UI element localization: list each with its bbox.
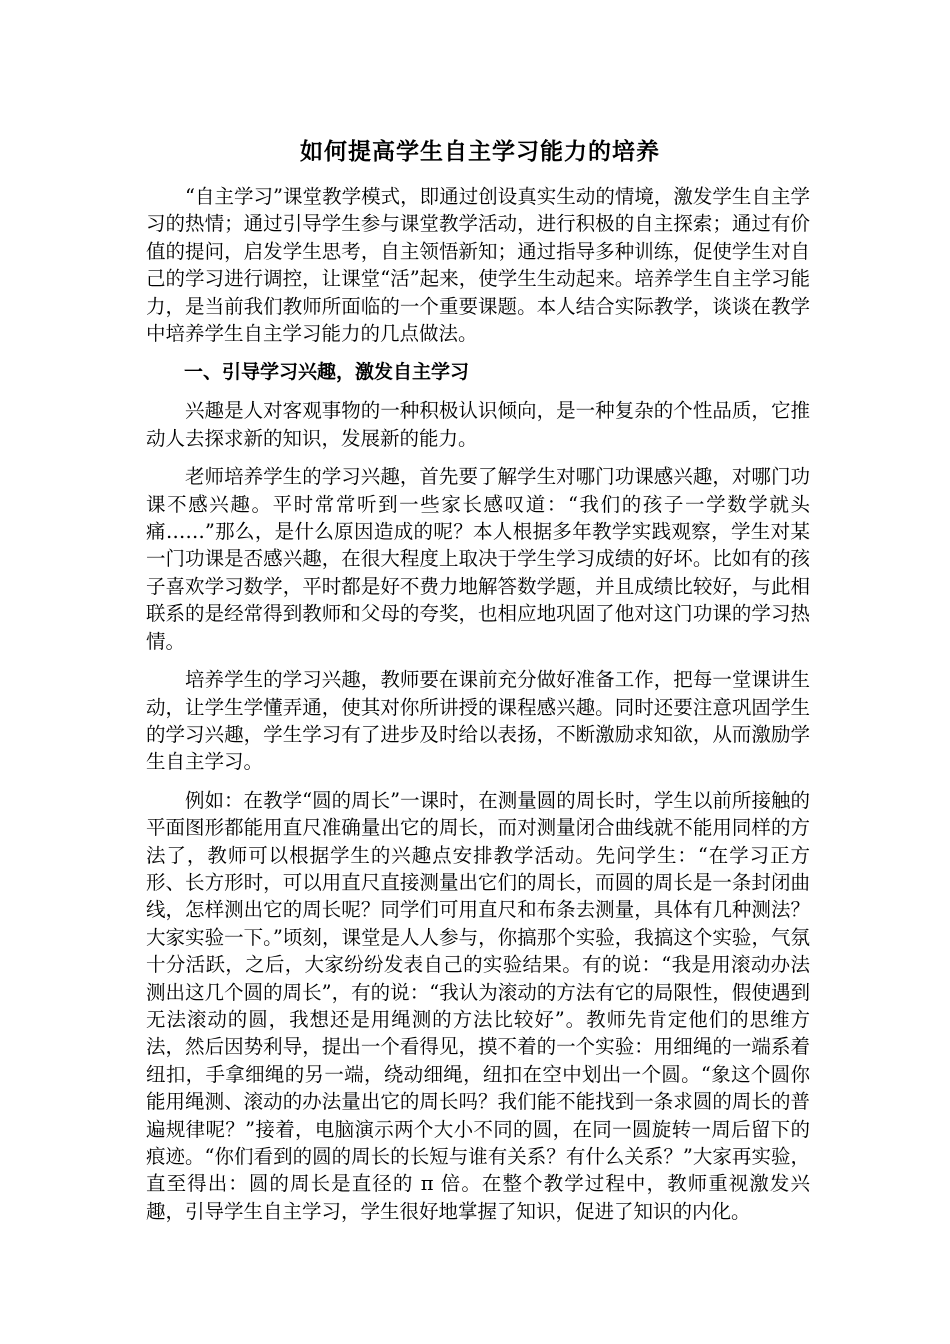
body-paragraph-1: 兴趣是人对客观事物的一种积极认识倾向，是一种复杂的个性品质，它推动人去探求新的知识，发展新的能力。: [146, 399, 810, 450]
document-page: [146, 132, 810, 1236]
body-paragraph-2: 老师培养学生的学习兴趣，首先要了解学生对哪门功课感兴趣，对哪门功课不感兴趣。平时常常听到一些家长感叹道：“我们的孩子一学数学就头痛……”那么，是什么原因造成的呢？本人根据多年教学实践观察，学生对某一门功课是否感兴趣，在很大程度上取决于学生学习成绩的好坏。比如有的孩子喜欢学习数学，平时都是好不费力地解答数学题，并且成绩比较好，与此相联系的是经常得到教师和父母的夸奖，也相应地巩固了他对这门功课的学习热情。: [146, 465, 810, 653]
intro-paragraph: “自主学习”课堂教学模式，即通过创设真实生动的情境，激发学生自主学习的热情；通过引导学生参与课堂教学活动，进行积极的自主探索；通过有价值的提问，启发学生思考，自主领悟新知；通过指导多种训练，促使学生对自己的学习进行调控，让课堂“活”起来，使学生生动起来。培养学生自主学习能力，是当前我们教师所面临的一个重要课题。本人结合实际教学，谈谈在教学中培养学生自主学习能力的几点做法。: [146, 185, 810, 346]
body-paragraph-3: 培养学生的学习兴趣，教师要在课前充分做好准备工作，把每一堂课讲生动，让学生学懂弄通，使其对你所讲授的课程感兴趣。同时还要注意巩固学生的学习兴趣，学生学习有了进步及时给以表扬，不断激励求知欲，从而激励学生自主学习。: [146, 668, 810, 774]
section-heading: 一、引导学习兴趣，激发自主学习: [184, 361, 470, 384]
body-paragraph-4: 例如：在教学“圆的周长”一课时，在测量圆的周长时，学生以前所接触的平面图形都能用直尺准确量出它的周长，而对测量闭合曲线就不能用同样的方法了，教师可以根据学生的兴趣点安排教学活动。先问学生：“在学习正方形、长方形时，可以用直尺直接测量出它们的周长，而圆的周长是一条封闭曲线，怎样测出它的周长呢？同学们可用直尺和布条去测量，具体有几种测法？大家实验一下。”顷刻，课堂是人人参与，你搞那个实验，我搞这个实验，气氛十分活跃，之后，大家纷纷发表自己的实验结果。有的说：“我是用滚动办法测出这几个圆的周长”，有的说：“我认为滚动的方法有它的局限性，假使遇到无法滚动的圆，我想还是用绳测的方法比较好”。教师先肯定他们的思维方法，然后因势利导，提出一个看得见，摸不着的一个实验：用细绳的一端系着纽扣，手拿细绳的另一端，绕动细绳，纽扣在空中划出一个圆。“象这个圆你能用绳测、滚动的办法量出它的周长吗？我们能不能找到一条求圆的周长的普遍规律呢？”接着，电脑演示两个大小不同的圆，在同一圆旋转一周后留下的痕迹。“你们看到的圆的周长的长短与谁有关系？有什么关系？”大家再实验，直至得出：圆的周长是直径的 π 倍。在整个教学过程中，教师重视激发兴趣，引导学生自主学习，学生很好地掌握了知识，促进了知识的内化。: [146, 788, 810, 1223]
document-title: 如何提高学生自主学习能力的培养: [300, 138, 660, 165]
